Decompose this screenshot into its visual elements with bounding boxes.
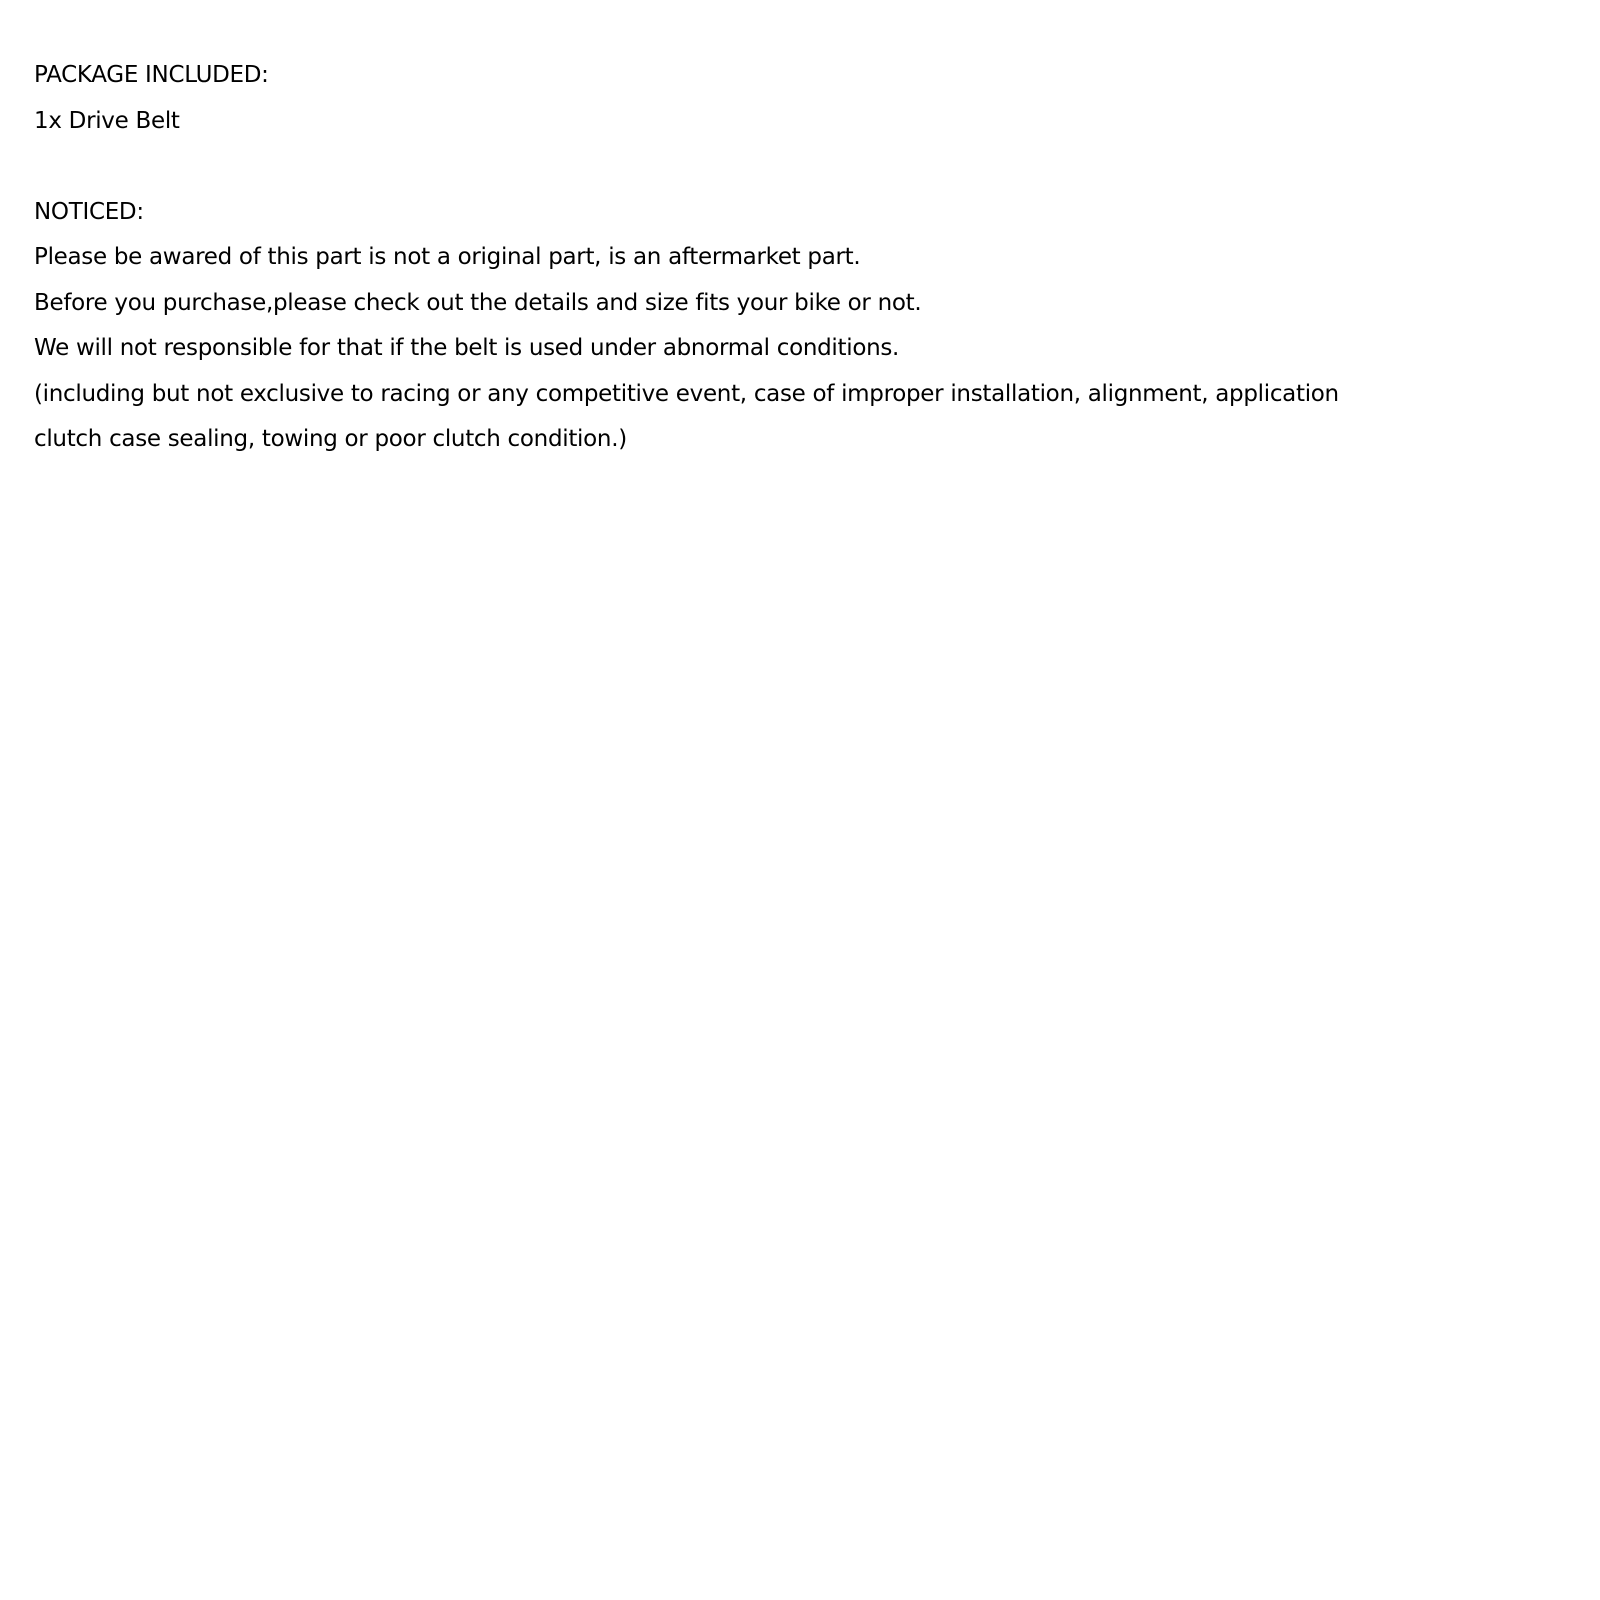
product-description: [34, 53, 1574, 463]
notice-line: (including but not exclusive to racing or any competitive event, case of improper installation, alignment, application: [34, 380, 1339, 407]
notice-line: clutch case sealing, towing or poor clutch condition.): [34, 426, 627, 452]
package-item: 1x Drive Belt: [34, 107, 180, 134]
notice-line: We will not responsible for that if the belt is used under abnormal conditions.: [34, 335, 900, 361]
notice-line: Please be awared of this part is not a original part, is an aftermarket part.: [34, 244, 861, 270]
notice-line: Before you purchase,please check out the details and size fits your bike or not.: [34, 289, 922, 316]
section-spacer: [34, 144, 1574, 190]
notice-section: [34, 190, 1574, 463]
package-heading: PACKAGE INCLUDED:: [34, 62, 269, 88]
package-section: [34, 53, 1574, 144]
notice-heading: NOTICED:: [34, 198, 144, 225]
